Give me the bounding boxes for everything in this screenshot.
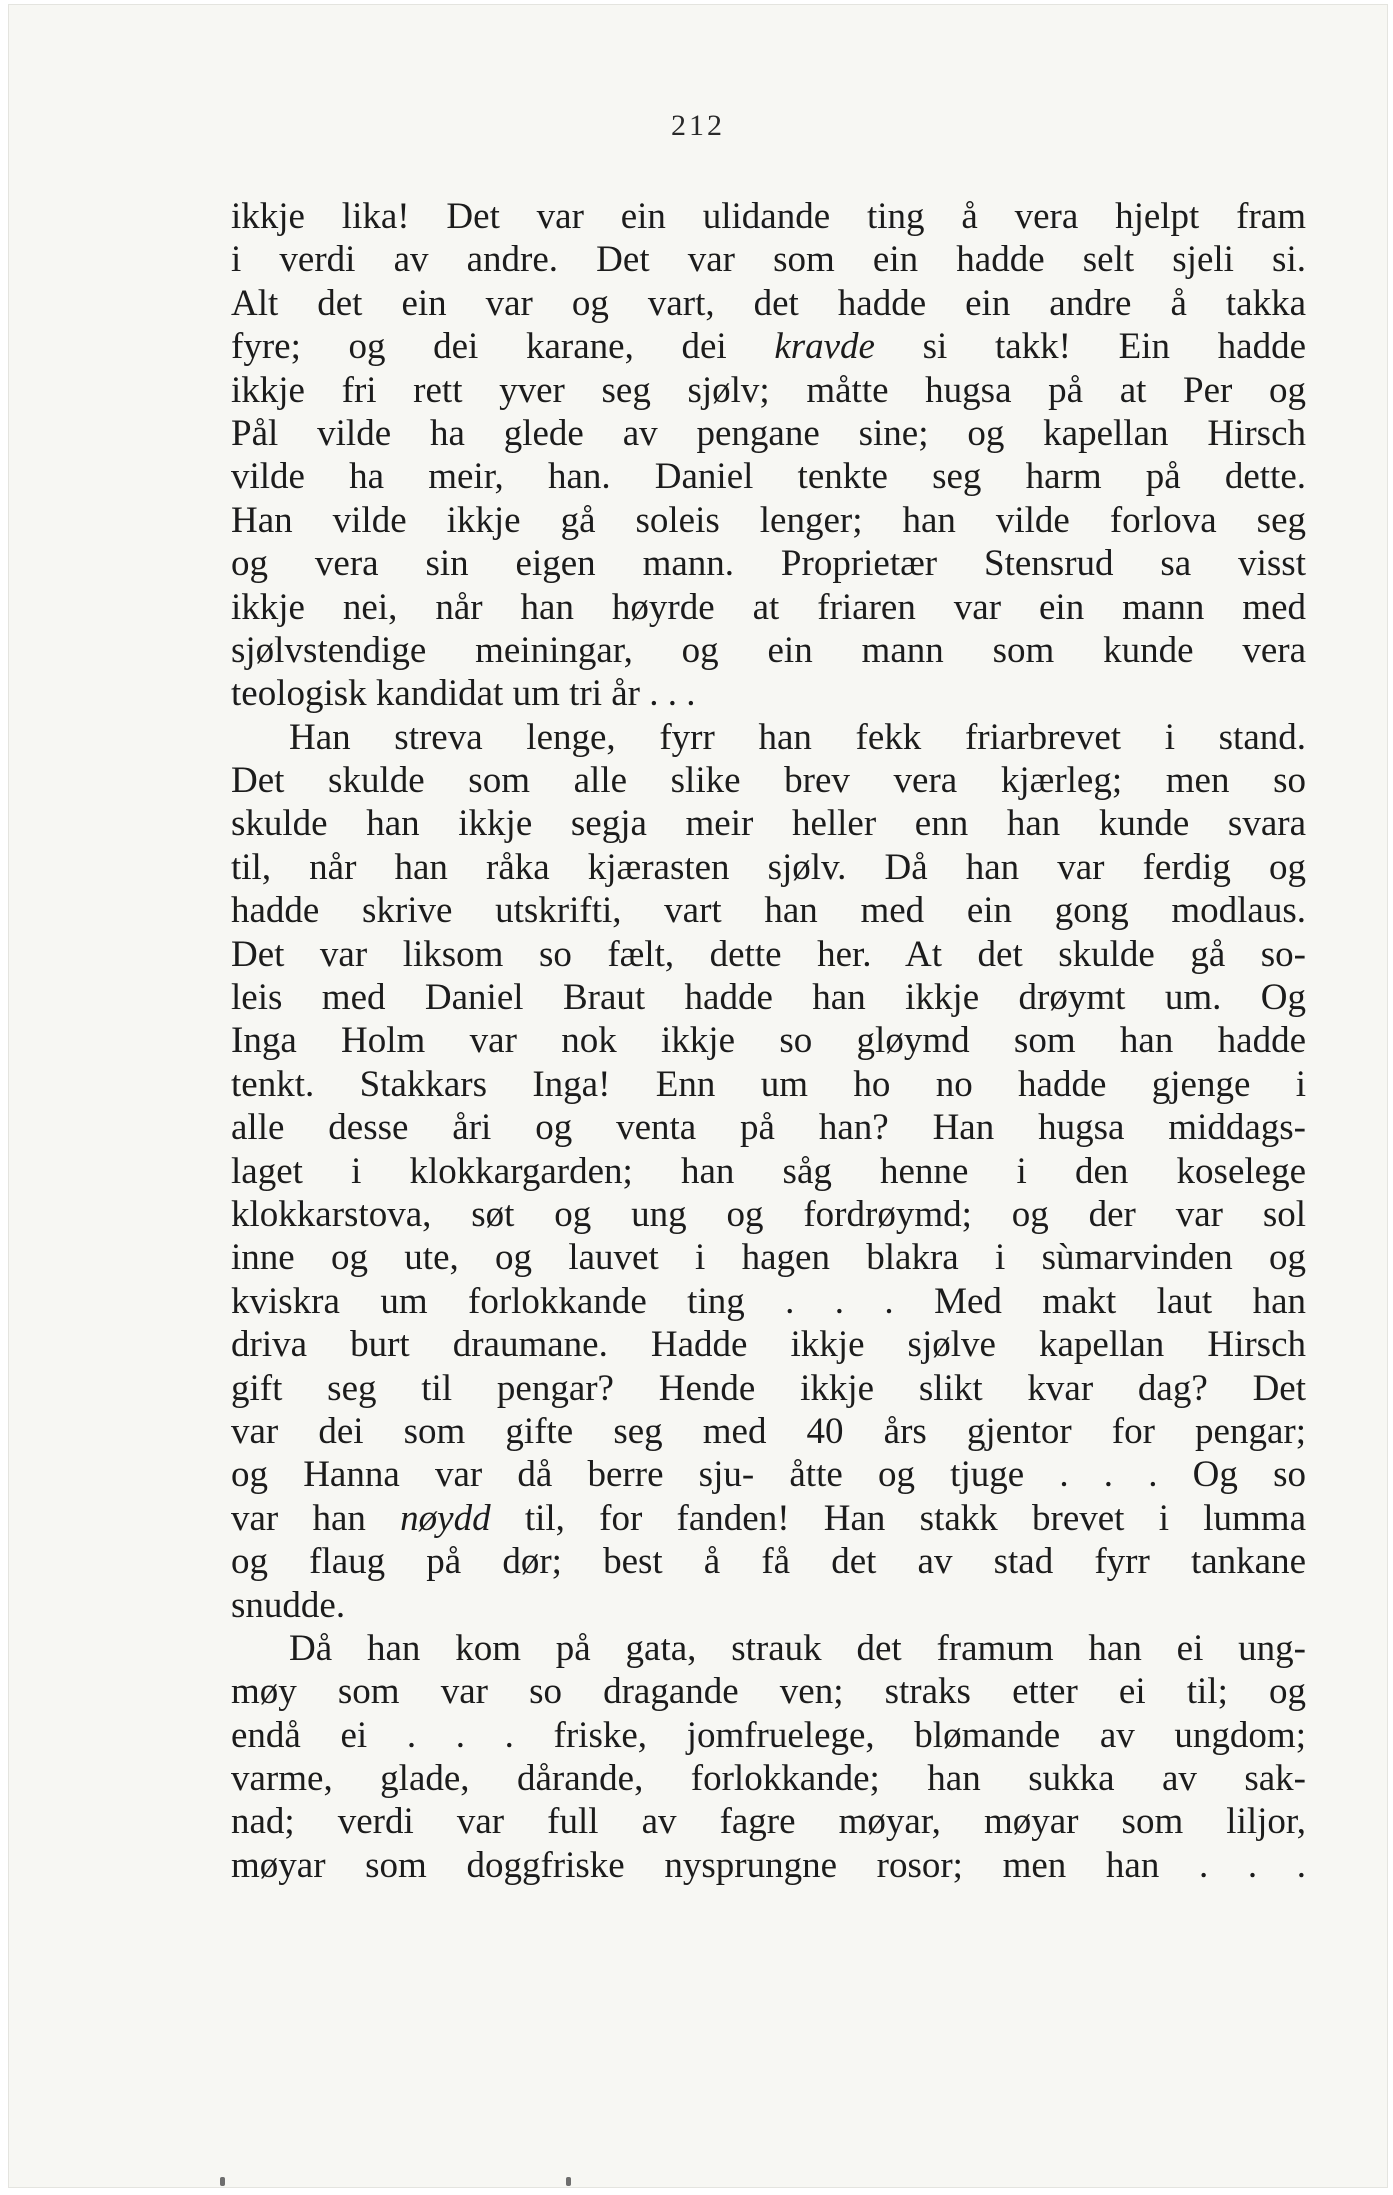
line-text: ikkje nei, når han høyrde at friaren var ein mann med: [231, 586, 1306, 628]
text-line: [231, 1757, 1306, 1800]
text-line: [231, 1150, 1306, 1193]
text-line: [231, 802, 1306, 845]
text-line: [231, 1844, 1306, 1887]
text-line: [231, 976, 1306, 1019]
text-line: [231, 1453, 1306, 1496]
text-line: [231, 325, 1306, 368]
line-text: Han streva lenge, fyrr han fekk friarbrevet i stand.: [289, 716, 1306, 758]
text-line: [231, 629, 1306, 672]
text-line: [231, 759, 1306, 802]
text-line: [231, 499, 1306, 542]
line-text: fyre; og dei karane, dei: [231, 326, 775, 368]
line-text: Det skulde som alle slike brev vera kjærleg; men so: [231, 760, 1306, 802]
text-line: [231, 846, 1306, 889]
line-text: inne og ute, og lauvet i hagen blakra i sùmarvinden og: [231, 1237, 1306, 1279]
line-text: alle desse åri og venta på han? Han hugsa middags-: [231, 1107, 1306, 1149]
text-line: [231, 1410, 1306, 1453]
line-text: ikkje lika! Det var ein ulidande ting å vera hjelpt fram: [231, 196, 1306, 237]
text-line: [231, 672, 1306, 715]
line-text: laget i klokkargarden; han såg henne i den koselege: [231, 1150, 1306, 1192]
text-line: [231, 1280, 1306, 1323]
line-text: og Hanna var då berre sju- åtte og tjuge . . . Og so: [231, 1454, 1306, 1496]
line-text: varme, glade, dårande, forlokkande; han sukka av sak-: [231, 1758, 1306, 1800]
line-text: hadde skrive utskrifti, vart han med ein gong modlaus.: [231, 890, 1306, 932]
line-text: Pål vilde ha glede av pengane sine; og kapellan Hirsch: [231, 412, 1306, 454]
line-text: møy som var so dragande ven; straks etter ei til; og: [231, 1671, 1306, 1713]
text-line: [231, 195, 1306, 238]
line-text: til, når han råka kjærasten sjølv. Då han var ferdig og: [231, 846, 1306, 888]
line-text: tenkt. Stakkars Inga! Enn um ho no hadde gjenge i: [231, 1063, 1306, 1105]
line-text: si takk! Ein hadde: [874, 326, 1306, 368]
line-text: Det var liksom so fælt, dette her. At det skulde gå so-: [231, 933, 1306, 975]
emphasis-text: nøydd: [400, 1497, 491, 1539]
text-line: [231, 1323, 1306, 1366]
book-page: [8, 4, 1388, 2188]
text-line: [231, 369, 1306, 412]
line-text: ikkje fri rett yver seg sjølv; måtte hugsa på at Per og: [231, 369, 1306, 411]
body-text: [231, 195, 1306, 1887]
line-text: endå ei . . . friske, jomfruelege, blømande av ungdom;: [231, 1714, 1306, 1756]
text-line: [231, 412, 1306, 455]
text-line: [231, 1367, 1306, 1410]
text-line: [231, 1497, 1306, 1540]
text-line: [231, 282, 1306, 325]
text-line: [231, 889, 1306, 932]
line-text: og flaug på dør; best å få det av stad fyrr tankane: [231, 1541, 1306, 1583]
line-text: leis med Daniel Braut hadde han ikkje drøymt um. Og: [231, 977, 1306, 1019]
emphasis-text: kravde: [774, 326, 875, 368]
line-text: gift seg til pengar? Hende ikkje slikt kvar dag? Det: [231, 1367, 1306, 1409]
text-line: [231, 933, 1306, 976]
text-line: [231, 1627, 1306, 1670]
text-line: [231, 1019, 1306, 1062]
text-line: [231, 586, 1306, 629]
text-line: [231, 238, 1306, 281]
text-line: [231, 1540, 1306, 1583]
line-text: og vera sin eigen mann. Proprietær Stensrud sa visst: [231, 543, 1306, 585]
line-text: var dei som gifte seg med 40 års gjentor for pengar;: [231, 1410, 1306, 1452]
text-line: [231, 1800, 1306, 1843]
line-text: til, for fanden! Han stakk brevet i lumma: [490, 1497, 1306, 1539]
text-line: [231, 1106, 1306, 1149]
line-text: Han vilde ikkje gå soleis lenger; han vilde forlova seg: [231, 499, 1306, 541]
text-line: [231, 542, 1306, 585]
text-line: [231, 1193, 1306, 1236]
page-number: 212: [671, 109, 725, 142]
print-speck: [220, 2177, 225, 2186]
line-text: vilde ha meir, han. Daniel tenkte seg harm på dette.: [231, 456, 1306, 498]
line-text: var han: [231, 1497, 401, 1539]
line-text: sjølvstendige meiningar, og ein mann som kunde vera: [231, 629, 1306, 671]
line-text: i verdi av andre. Det var som ein hadde selt sjeli si.: [231, 239, 1306, 281]
line-text: Då han kom på gata, strauk det framum han ei ung-: [289, 1627, 1306, 1669]
line-text: Alt det ein var og vart, det hadde ein andre å takka: [231, 282, 1306, 324]
line-text: nad; verdi var full av fagre møyar, møyar som liljor,: [231, 1801, 1306, 1843]
line-text: teologisk kandidat um tri år . . .: [231, 673, 696, 715]
text-line: [231, 716, 1306, 759]
line-text: møyar som doggfriske nysprungne rosor; men han . . .: [231, 1844, 1306, 1886]
print-speck: [566, 2177, 571, 2186]
line-text: klokkarstova, søt og ung og fordrøymd; og der var sol: [231, 1193, 1306, 1235]
line-text: kviskra um forlokkande ting . . . Med makt laut han: [231, 1280, 1306, 1322]
line-text: snudde.: [231, 1584, 346, 1626]
line-text: driva burt draumane. Hadde ikkje sjølve kapellan Hirsch: [231, 1324, 1306, 1366]
text-line: [231, 1714, 1306, 1757]
text-line: [231, 1236, 1306, 1279]
text-line: [231, 1670, 1306, 1713]
text-line: [231, 455, 1306, 498]
line-text: skulde han ikkje segja meir heller enn han kunde svara: [231, 803, 1306, 845]
text-line: [231, 1063, 1306, 1106]
line-text: Inga Holm var nok ikkje so gløymd som han hadde: [231, 1020, 1306, 1062]
text-line: [231, 1584, 1306, 1627]
